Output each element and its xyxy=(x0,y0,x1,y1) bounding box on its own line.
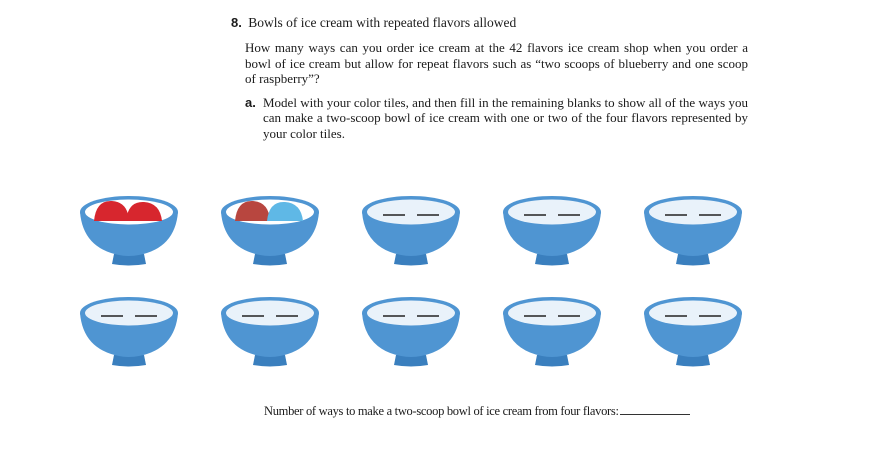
bowl-graphic xyxy=(356,190,466,270)
answer-line[interactable] xyxy=(264,403,690,419)
blank-bowl[interactable] xyxy=(356,291,466,371)
bowl-graphic xyxy=(74,190,184,270)
part-a xyxy=(245,95,748,142)
ice-cream-bowl xyxy=(215,190,325,270)
blank-bowl[interactable] xyxy=(497,291,607,371)
question-title: Bowls of ice cream with repeated flavors allowed xyxy=(248,15,517,30)
bowl-graphic xyxy=(638,291,748,371)
bowl-graphic xyxy=(638,190,748,270)
question-number: 8. xyxy=(231,15,242,30)
bowl-opening xyxy=(367,200,455,225)
question-heading xyxy=(231,14,751,32)
answer-blank[interactable] xyxy=(620,403,690,415)
ice-cream-bowl xyxy=(74,190,184,270)
bowl-graphic xyxy=(497,190,607,270)
blank-bowl[interactable] xyxy=(215,291,325,371)
bowl-opening xyxy=(226,301,314,326)
blank-bowl[interactable] xyxy=(638,190,748,270)
count-prompt: Number of ways to make a two-scoop bowl of ice cream from four flavors: xyxy=(264,404,619,418)
bowl-opening xyxy=(649,200,737,225)
part-a-text: Model with your color tiles, and then fill in the remaining blanks to show all of the ways you can make a two-scoop bowl of ice cream with one or two of the four flavors represented by your color tiles. xyxy=(263,94,748,141)
blank-bowl[interactable] xyxy=(74,291,184,371)
bowl-opening xyxy=(367,301,455,326)
problem-block xyxy=(231,14,751,141)
bowl-opening xyxy=(649,301,737,326)
bowl-graphic xyxy=(356,291,466,371)
bowl-graphic xyxy=(74,291,184,371)
bowl-graphic xyxy=(215,190,325,270)
bowl-graphic xyxy=(215,291,325,371)
bowl-opening xyxy=(508,301,596,326)
blank-bowl[interactable] xyxy=(638,291,748,371)
blank-bowl[interactable] xyxy=(356,190,466,270)
bowl-opening xyxy=(508,200,596,225)
question-text: How many ways can you order ice cream at the 42 flavors ice cream shop when you order a bowl of ice cream but allow for repeat flavors such as “two scoops of blueberry and one scoop of raspberry”? xyxy=(245,40,748,86)
blank-bowl[interactable] xyxy=(497,190,607,270)
bowl-opening xyxy=(85,301,173,326)
bowl-graphic xyxy=(497,291,607,371)
part-a-label: a. xyxy=(245,94,256,110)
